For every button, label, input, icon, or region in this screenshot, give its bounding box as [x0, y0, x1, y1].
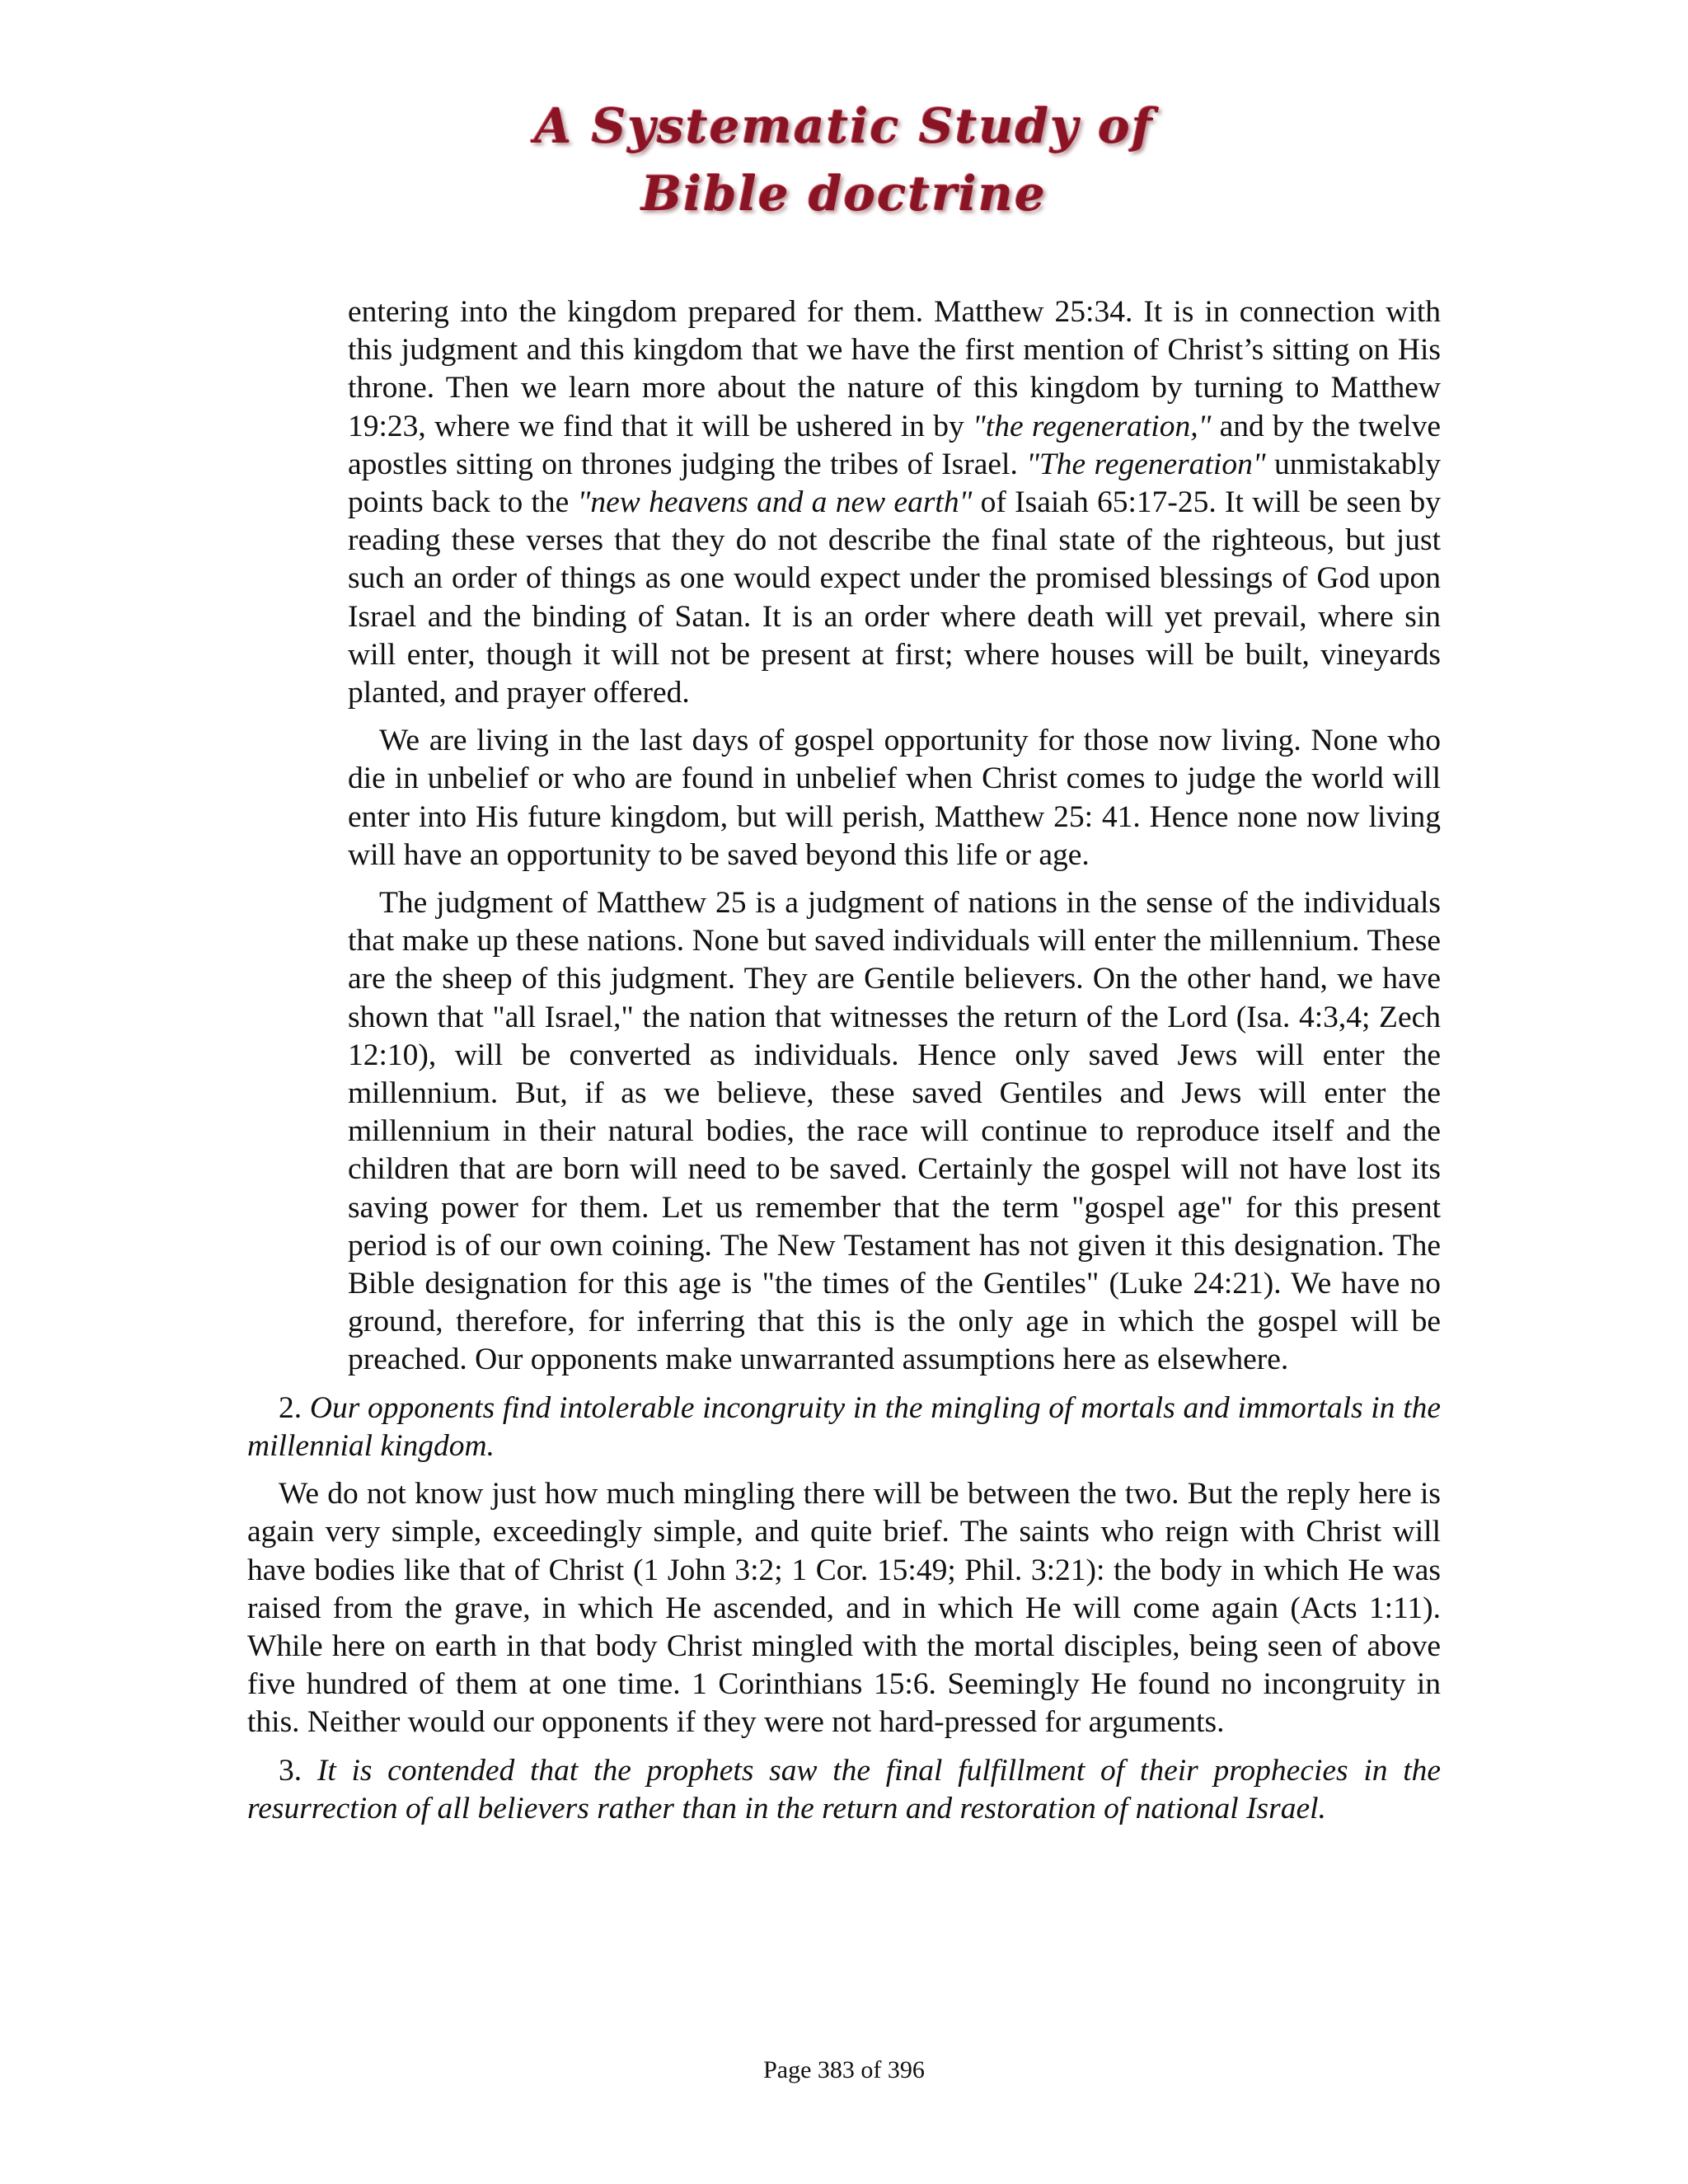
italic-quote: "the regeneration," — [973, 409, 1212, 443]
paragraph-mingling-reply: We do not know just how much mingling there will be between the two. But the reply here is again very simple, exceedingly simple, and quite brief. The saints who reign with Christ will have bodies like that of Christ (1 John 3:2; 1 Cor. 15:49; Phil. 3:21): the body in which He was raised from the grave, in which He ascended, and in which He will come again (Acts 1:11). While here on earth in that body Christ mingled with the mortal disciples, being seen of above five hundred of them at one time. 1 Corinthians 15:6. Seemingly He found no incongruity in this. Neither would our opponents if they were not hard-pressed for arguments. — [247, 1477, 1441, 1740]
logo-line-1: A Systematic Study of — [534, 98, 1154, 154]
point-number: 3. — [279, 1753, 317, 1788]
numbered-point-2 — [247, 1390, 1441, 1465]
italic-quote: "The regeneration" — [1026, 447, 1266, 481]
book-title-logo — [0, 92, 1688, 227]
paragraph-continuation — [348, 293, 1441, 712]
logo-line-2: Bible doctrine — [641, 166, 1047, 222]
point-heading: Our opponents find intolerable incongruity in the mingling of mortals and immortals in the millennial kingdom. — [247, 1390, 1442, 1463]
page-body — [247, 293, 1441, 1838]
paragraph-gospel-opportunity: We are living in the last days of gospel opportunity for those now living. None who die in unbelief or who are found in unbelief when Christ comes to judge the world will enter into His future kingdom, but will perish, Matthew 25: 41. Hence none now living will have an opportunity to be saved beyond this life or age. — [348, 724, 1441, 872]
point-number: 2. — [279, 1390, 310, 1425]
indented-block — [348, 293, 1441, 1380]
italic-quote: "new heavens and a new earth" — [577, 485, 973, 520]
text-run: unmistakably points back to the — [348, 447, 1441, 520]
page-number: Page 383 of 396 — [763, 2056, 925, 2083]
text-run: and by the twelve apostles sitting on thrones judging the tribes of Israel. — [348, 409, 1441, 481]
point-heading: It is contended that the prophets saw the final fulfillment of their prophecies in the resurrection of all believers rather than in the return and restoration of national Israel. — [247, 1753, 1442, 1825]
numbered-point-3 — [247, 1752, 1441, 1828]
text-run: of Isaiah 65:17-25. It will be seen by reading these verses that they do not describe the final state of the righteous, but just such an order of things as one would expect under the promised blessings of God upon Israel and the binding of Satan. It is an order where death will yet prevail, where sin will enter, though it will not be present at first; where houses will be built, vineyards planted, and prayer offered. — [348, 485, 1441, 710]
paragraph-judgment-of-nations: The judgment of Matthew 25 is a judgment of nations in the sense of the individuals that make up these nations. None but saved individuals will enter the millennium. These are the sheep of this judgment. They are Gentile believers. On the other hand, we have shown that "all Israel," the nation that witnesses the return of the Lord (Isa. 4:3,4; Zech 12:10), will be converted as individuals. Hence only saved Jews will enter the millennium. But, if as we believe, these saved Gentiles and Jews will enter the millennium in their natural bodies, the race will continue to reproduce itself and the children that are born will need to be saved. Certainly the gospel will not have lost its saving power for them. Let us remember that the term "gospel age" for this present period is of our own coining. The New Testament has not given it this designation. The Bible designation for this age is "the times of the Gentiles" (Luke 24:21). We have no ground, therefore, for inferring that this is the only age in which the gospel will be preached. Our opponents make unwarranted assumptions here as elsewhere. — [348, 886, 1441, 1377]
text-run: entering into the kingdom prepared for them. Matthew 25:34. It is in connection with this judgment and this kingdom that we have the first mention of Christ’s sitting on His throne. Then we learn more about the nature of this kingdom by turning to Matthew 19:23, where we find that it will be ushered in by — [348, 295, 1441, 443]
